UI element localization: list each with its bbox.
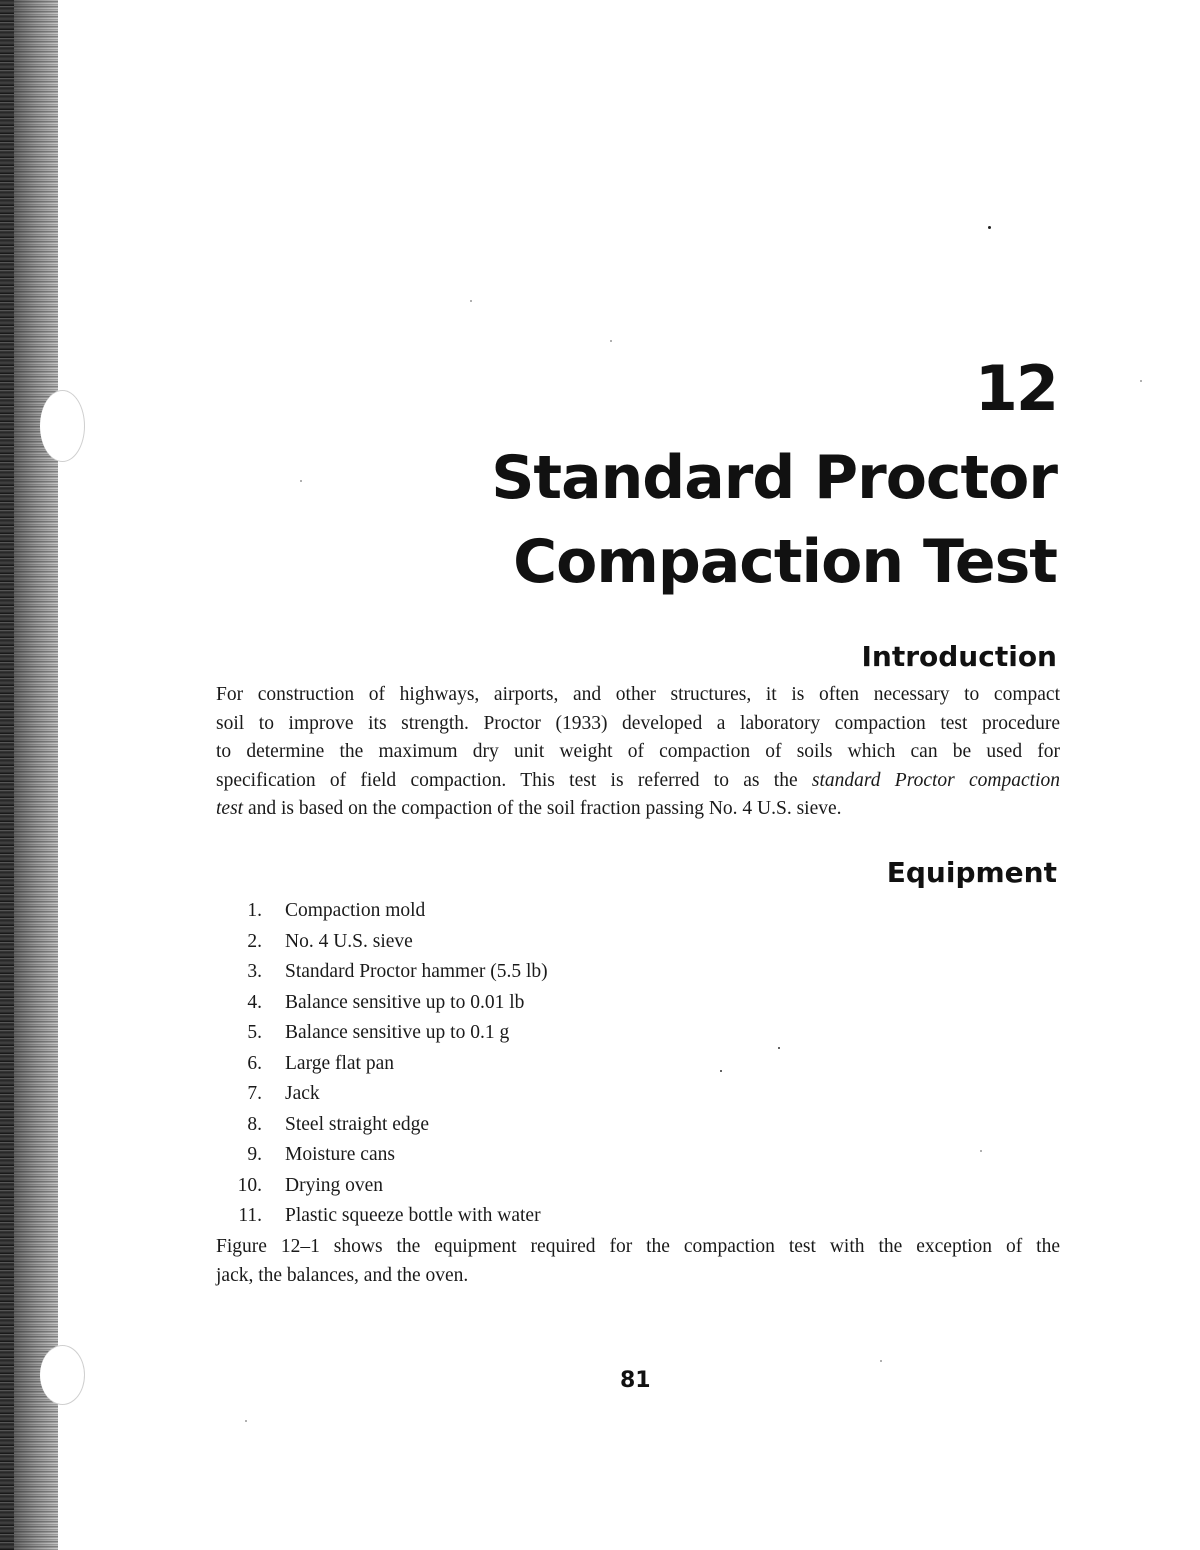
paragraph-line xyxy=(216,1233,1060,1262)
list-item-label: Jack xyxy=(285,1083,320,1104)
scan-speck xyxy=(980,1150,982,1152)
paragraph-line xyxy=(216,767,1060,796)
scan-speck xyxy=(245,1420,247,1422)
list-item-number: 10. xyxy=(237,1174,262,1196)
punch-hole-middle xyxy=(40,1345,85,1405)
equipment-list xyxy=(216,896,816,1232)
list-item-number: 2. xyxy=(247,930,262,952)
list-item-label: Balance sensitive up to 0.01 lb xyxy=(285,991,525,1013)
chapter-title-line-2: Compaction Test xyxy=(513,527,1057,597)
list-item xyxy=(216,1171,816,1202)
figure-reference-paragraph xyxy=(216,1233,1060,1290)
list-item-label: Compaction mold xyxy=(285,900,426,921)
chapter-title-line-1: Standard Proctor xyxy=(491,443,1057,513)
scan-speck xyxy=(988,226,991,229)
list-item xyxy=(216,988,816,1019)
list-item-number: 5. xyxy=(247,1022,262,1043)
paragraph-line xyxy=(216,1262,1060,1291)
list-item-number: 11. xyxy=(238,1205,262,1226)
list-item xyxy=(216,1018,816,1049)
line-text: jack, the balances, and the oven. xyxy=(216,1264,469,1286)
list-item-label: Moisture cans xyxy=(285,1144,395,1165)
scan-speck xyxy=(610,340,612,342)
scan-speck xyxy=(880,1360,882,1362)
italic-term: standard Proctor compaction xyxy=(811,769,1060,791)
list-item xyxy=(216,1079,816,1110)
line-text: and is based on the compaction of the soil fraction passing No. 4 U.S. sieve. xyxy=(243,798,842,819)
scan-speck xyxy=(778,1047,780,1049)
list-item-label: Balance sensitive up to 0.1 g xyxy=(285,1022,510,1043)
chapter-number: 12 xyxy=(974,352,1057,425)
chapter-title xyxy=(491,436,1057,604)
paragraph-line xyxy=(216,710,1060,739)
scan-speck xyxy=(1140,380,1142,382)
list-item-number: 1. xyxy=(247,900,262,921)
list-item-label: Plastic squeeze bottle with water xyxy=(285,1205,541,1226)
line-text: specification of field compaction. This test is referred to as the xyxy=(216,769,812,791)
line-text: soil to improve its strength. Proctor (1933) developed a laboratory compaction test procedure xyxy=(216,712,1060,734)
page-number: 81 xyxy=(620,1368,651,1393)
list-item-label: No. 4 U.S. sieve xyxy=(285,930,413,952)
list-item-number: 8. xyxy=(247,1113,262,1135)
list-item-number: 7. xyxy=(247,1083,262,1104)
scan-speck xyxy=(470,300,472,302)
list-item xyxy=(216,1201,816,1232)
list-item-label: Drying oven xyxy=(285,1174,384,1196)
list-item xyxy=(216,1110,816,1141)
list-item xyxy=(216,957,816,988)
list-item-number: 9. xyxy=(247,1144,262,1165)
scan-speck xyxy=(720,1070,722,1072)
equipment-heading: Equipment xyxy=(886,856,1057,889)
line-text: to determine the maximum dry unit weight of compaction of soils which can be used for xyxy=(216,741,1060,762)
line-text: For construction of highways, airports, and other structures, it is often necessary to compact xyxy=(216,684,1060,705)
punch-hole-top xyxy=(40,390,85,462)
list-item-label: Steel straight edge xyxy=(285,1113,430,1135)
paragraph-line xyxy=(216,795,1060,824)
list-item-number: 3. xyxy=(247,961,262,982)
list-item xyxy=(216,1049,816,1080)
paragraph-line xyxy=(216,738,1060,767)
list-item xyxy=(216,1140,816,1171)
scan-speck xyxy=(300,480,302,482)
list-item-label: Large flat pan xyxy=(285,1052,395,1074)
introduction-heading: Introduction xyxy=(861,640,1057,673)
line-text: Figure 12–1 shows the equipment required for the compaction test with the exception of the xyxy=(216,1236,1060,1257)
list-item-number: 4. xyxy=(247,991,262,1013)
list-item xyxy=(216,927,816,958)
scan-binding-shadow xyxy=(0,0,14,1550)
paragraph-line xyxy=(216,681,1060,710)
list-item-label: Standard Proctor hammer (5.5 lb) xyxy=(285,961,548,982)
list-item xyxy=(216,896,816,927)
introduction-paragraph xyxy=(216,681,1060,824)
italic-term: test xyxy=(216,798,244,819)
list-item-number: 6. xyxy=(247,1052,262,1074)
